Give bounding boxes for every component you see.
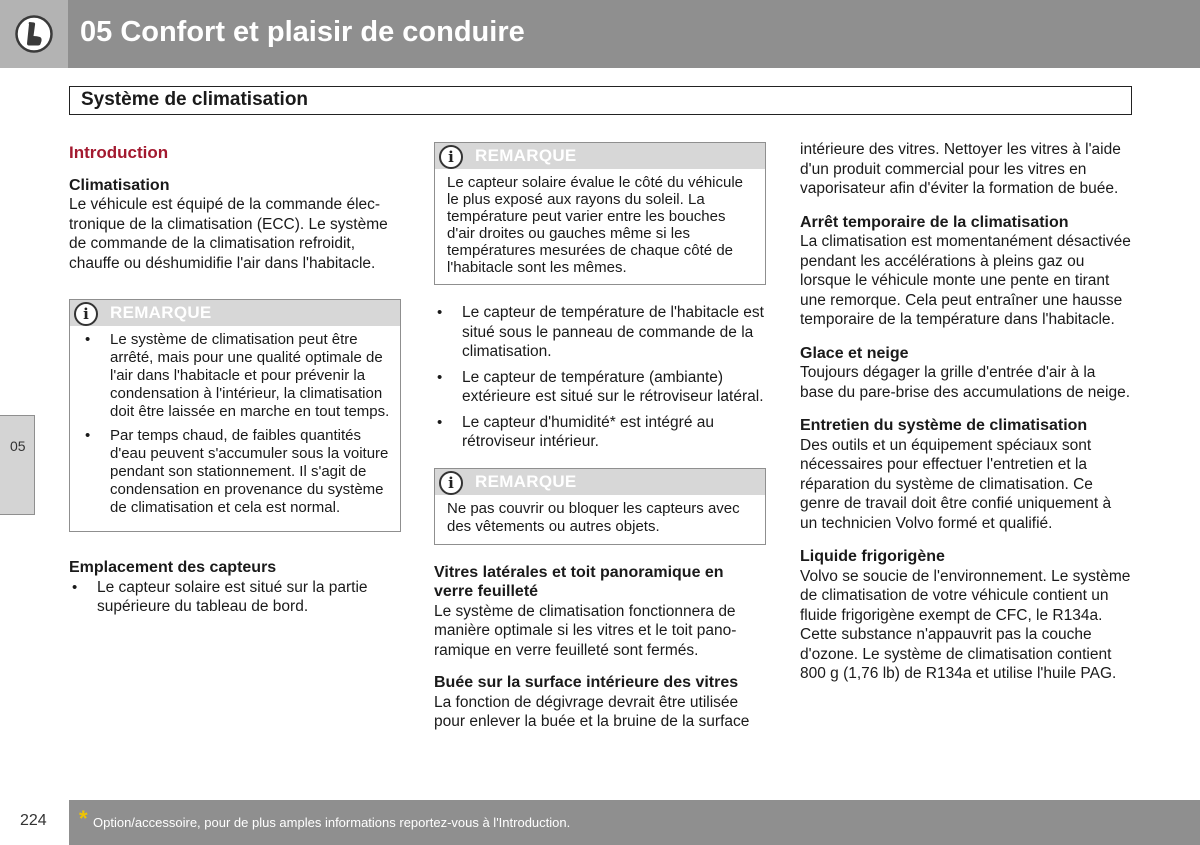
- climatisation-paragraph: Le véhicule est équipé de la commande électronique de la climatisation (ECC). Le système de commande de la climatisation refroidit, chauffe ou déshumidifie l'air dans l'habitacle.: [69, 196, 388, 272]
- list-item: • Le capteur d'humidité* est intégré au rétroviseur intérieur.: [434, 413, 766, 452]
- note-header: [435, 143, 765, 169]
- note-body: Le capteur solaire évalue le côté du véhicule le plus exposé aux rayons du soleil. La température peut varier entre les bouches d'air droites ou gauches même si les températures mesurées de chaque côté de l'habitacle sont les mêmes.: [447, 174, 744, 276]
- buee-paragraph: La fonction de dégivrage devrait être utilisée pour enlever la buée et la bruine de la surface: [434, 693, 750, 730]
- introduction-heading: Introduction: [69, 143, 169, 162]
- column-2: [434, 142, 766, 745]
- glace-paragraph: Toujours dégager la grille d'entrée d'air à la base du pare-brise des accumulations de neige.: [800, 364, 1131, 401]
- continued-paragraph: intérieure des vitres. Nettoyer les vitres à l'aide d'un produit commercial pour les vitres en vaporisateur afin d'éviter la formation de buée.: [800, 141, 1121, 197]
- arret-paragraph: La climatisation est momentanément désactivée pendant les accélérations à pleins gaz ou lorsque le véhicule monte une pente en tirant une remorque. Cela peut entraîner une hausse temporaire de la température dans l'habitacle.: [800, 233, 1131, 328]
- arret-heading: Arrêt temporaire de la climatisation: [800, 213, 1069, 231]
- liquide-heading: Liquide frigorigène: [800, 548, 945, 565]
- vitres-heading: Vitres latérales et toit panoramique en verre feuilleté: [434, 563, 724, 600]
- buee-heading: Buée sur la surface intérieure des vitres: [434, 674, 739, 691]
- section-title: Système de climatisation: [81, 89, 309, 110]
- note-label: REMARQUE: [475, 146, 577, 165]
- seat-icon: [15, 15, 53, 53]
- note-header: [70, 300, 400, 326]
- list-item: • Par temps chaud, de faibles quantités d'eau peuvent s'accumuler sous la voiture pendant son stationnement. Il s'agit de condensation en provenance du système de climatisation et cela est normal.: [82, 427, 390, 517]
- sensors-list: [69, 578, 401, 617]
- note-label: REMARQUE: [475, 471, 577, 491]
- info-icon: i: [439, 145, 463, 169]
- footer-bar: [69, 800, 1200, 845]
- entretien-heading: Entretien du système de climatisation: [800, 417, 1088, 434]
- chapter-tab-label: 05: [10, 438, 26, 454]
- vitres-paragraph: Le système de climatisation fonctionnera de manière optimale si les vitres et le toit panoramique en verre feuilleté sont fermés.: [434, 602, 737, 659]
- info-icon: i: [439, 471, 463, 495]
- note-box: [69, 299, 401, 532]
- climatisation-heading: Climatisation: [69, 176, 170, 194]
- entretien-paragraph: Des outils et un équipement spéciaux sont nécessaires pour effectuer l'entretien et la réparation du système de climatisation. Ce genre de travail doit être confié uniquement à un technicien Volvo formé et qualifié.: [800, 436, 1112, 532]
- note-label: REMARQUE: [110, 303, 212, 322]
- footnote-text: Option/accessoire, pour de plus amples informations reportez-vous à l'Introduction.: [93, 815, 571, 830]
- chapter-icon-box: [0, 0, 68, 68]
- chapter-title: 05 Confort et plaisir de conduire: [80, 16, 525, 48]
- note-body: [70, 326, 400, 531]
- list-item: • Le système de climatisation peut être arrêté, mais pour une qualité optimale de l'air dans l'habitacle et pour prévenir la condensation à l'intérieur, la climatisation doit être laissée en marche en tout temps.: [82, 331, 390, 421]
- note-list: [82, 331, 390, 517]
- list-item: • Le capteur de température (ambiante) extérieure est situé sur le rétroviseur latéral.: [434, 368, 766, 407]
- footnote-star: *: [79, 806, 88, 831]
- list-item: • Le capteur de température de l'habitacle est situé sous le panneau de commande de la climatisation.: [434, 303, 766, 362]
- sensors-heading: Emplacement des capteurs: [69, 559, 277, 576]
- column-1: [69, 140, 401, 623]
- column-3: [800, 140, 1132, 698]
- note-box: [434, 468, 766, 545]
- info-icon: i: [74, 302, 98, 326]
- note-body: Ne pas couvrir ou bloquer les capteurs avec des vêtements ou autres objets.: [447, 499, 740, 535]
- sensor-bullets: [434, 303, 766, 452]
- list-item: • Le capteur solaire est situé sur la partie supérieure du tableau de bord.: [69, 578, 401, 617]
- note-box: [434, 142, 766, 285]
- glace-heading: Glace et neige: [800, 344, 909, 362]
- liquide-paragraph: Volvo se soucie de l'environnement. Le système de climatisation de votre véhicule contient un fluide frigorigène exempt de CFC, le R134a. Cette substance n'appauvrit pas la couche d'ozone. Le système de climatisation contient 800 g (1,76 lb) de R134a et utilise l'huile PAG.: [800, 567, 1131, 682]
- note-header: [435, 469, 765, 495]
- section-title-box: [69, 86, 1132, 115]
- page-number: 224: [20, 812, 47, 829]
- chapter-header: [0, 0, 1200, 68]
- chapter-tab[interactable]: [0, 415, 35, 515]
